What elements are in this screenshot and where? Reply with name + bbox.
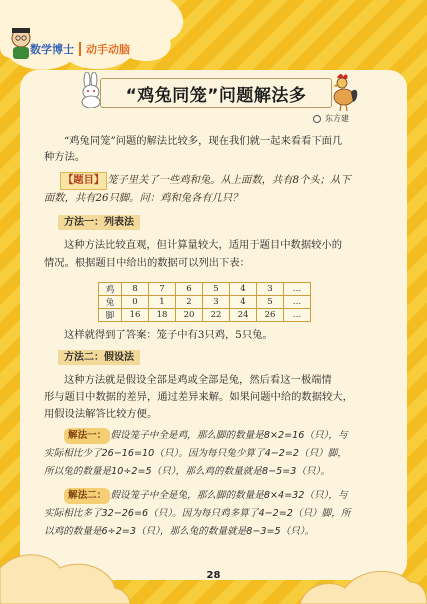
table-row <box>99 296 311 309</box>
series-title: 数学博士 <box>30 43 74 56</box>
table-cell: 5 <box>203 283 230 296</box>
table-cell: 26 <box>257 309 284 322</box>
table-cell: 0 <box>122 296 149 309</box>
table-cell: 22 <box>203 309 230 322</box>
solution-1-line-1 <box>64 428 348 444</box>
intro-line-1: “鸡兔同笼”问题的解法比较多，现在我们就一起来看看下面几 <box>64 135 343 147</box>
solution-2-tag: 解法二： <box>64 488 110 504</box>
author-credit <box>313 113 349 124</box>
page-number: 28 <box>206 570 221 581</box>
solution-2-text-1: 假设笼子中全是兔，那么脚的数量是8×4=32（只），与 <box>110 490 348 501</box>
method-2-line-1: 这种方法就是假设全部是鸡或全部是兔，然后看这一极端情 <box>64 374 332 386</box>
method-1-result: 这样就得到了答案：笼子中有3只鸡，5只兔。 <box>64 329 273 341</box>
solution-2-line-3: 以鸡的数量是6÷2=3（只），那么兔的数量就是8−3=5（只）。 <box>44 526 315 537</box>
table-cell: 18 <box>149 309 176 322</box>
series-subtitle: 动手动脑 <box>86 43 130 56</box>
table-cell: 4 <box>230 296 257 309</box>
solution-2-line-1 <box>64 488 348 504</box>
table-cell: 3 <box>203 296 230 309</box>
problem-line-2: 面数，共有26只脚。问：鸡和兔各有几只？ <box>44 192 243 204</box>
table-cell: … <box>284 296 311 309</box>
problem-tag: 【题目】 <box>60 172 107 190</box>
table-cell: … <box>284 309 311 322</box>
problem-line-1 <box>60 172 351 190</box>
circle-bullet-icon <box>313 115 321 123</box>
bottom-cloud-right <box>300 560 427 604</box>
table-cell: 鸡 <box>99 283 122 296</box>
method-2-line-3: 用假设法解答比较方便。 <box>44 408 158 420</box>
table-cell: 脚 <box>99 309 122 322</box>
solution-1-line-3: 所以兔的数量是10÷2=5（只），那么鸡的数量就是8−5=3（只）。 <box>44 466 330 477</box>
table-cell: 8 <box>122 283 149 296</box>
table-cell: … <box>284 283 311 296</box>
table-row <box>99 309 311 322</box>
method-1-line-1: 这种方法比较直观，但计算量较大，适用于题目中数据较小的 <box>64 239 343 251</box>
series-header <box>30 38 130 60</box>
problem-text-1: 笼子里关了一些鸡和兔。从上面数，共有8个头；从下 <box>107 174 351 186</box>
solution-1-tag: 解法一： <box>64 428 110 444</box>
table-row <box>99 283 311 296</box>
table-cell: 兔 <box>99 296 122 309</box>
table-cell: 24 <box>230 309 257 322</box>
table-cell: 16 <box>122 309 149 322</box>
method-2-line-2: 形与题目中数据的差异，通过差异来解。如果问题中给的数据较大， <box>44 391 353 403</box>
rooster-icon <box>327 72 359 112</box>
method-2-label: 方法二：假设法 <box>58 350 140 365</box>
enumeration-table <box>98 282 311 322</box>
method-1-line-2: 情况。根据题目中给出的数据可以列出下表： <box>44 257 250 269</box>
intro-line-2: 种方法。 <box>44 151 86 163</box>
table-cell: 7 <box>149 283 176 296</box>
table-cell: 20 <box>176 309 203 322</box>
article-title: “鸡兔同笼”问题解法多 <box>125 85 307 106</box>
table-cell: 2 <box>176 296 203 309</box>
table-cell: 3 <box>257 283 284 296</box>
solution-2-line-2: 实际相比多了32−26=6（只）。因为每只鸡多算了4−2=2（只）脚，所 <box>44 508 351 519</box>
solution-1-line-2: 实际相比少了26−16=10（只）。因为每只兔少算了4−2=2（只）脚， <box>44 448 347 459</box>
method-1-label: 方法一：列表法 <box>58 215 140 230</box>
article-title-frame <box>100 78 332 108</box>
table-cell: 5 <box>257 296 284 309</box>
table-cell: 4 <box>230 283 257 296</box>
table-cell: 6 <box>176 283 203 296</box>
author-name: 东方建 <box>325 114 349 123</box>
header-divider <box>79 42 81 56</box>
solution-1-text-1: 假设笼子中全是鸡，那么脚的数量是8×2=16（只），与 <box>110 430 348 441</box>
table-cell: 1 <box>149 296 176 309</box>
